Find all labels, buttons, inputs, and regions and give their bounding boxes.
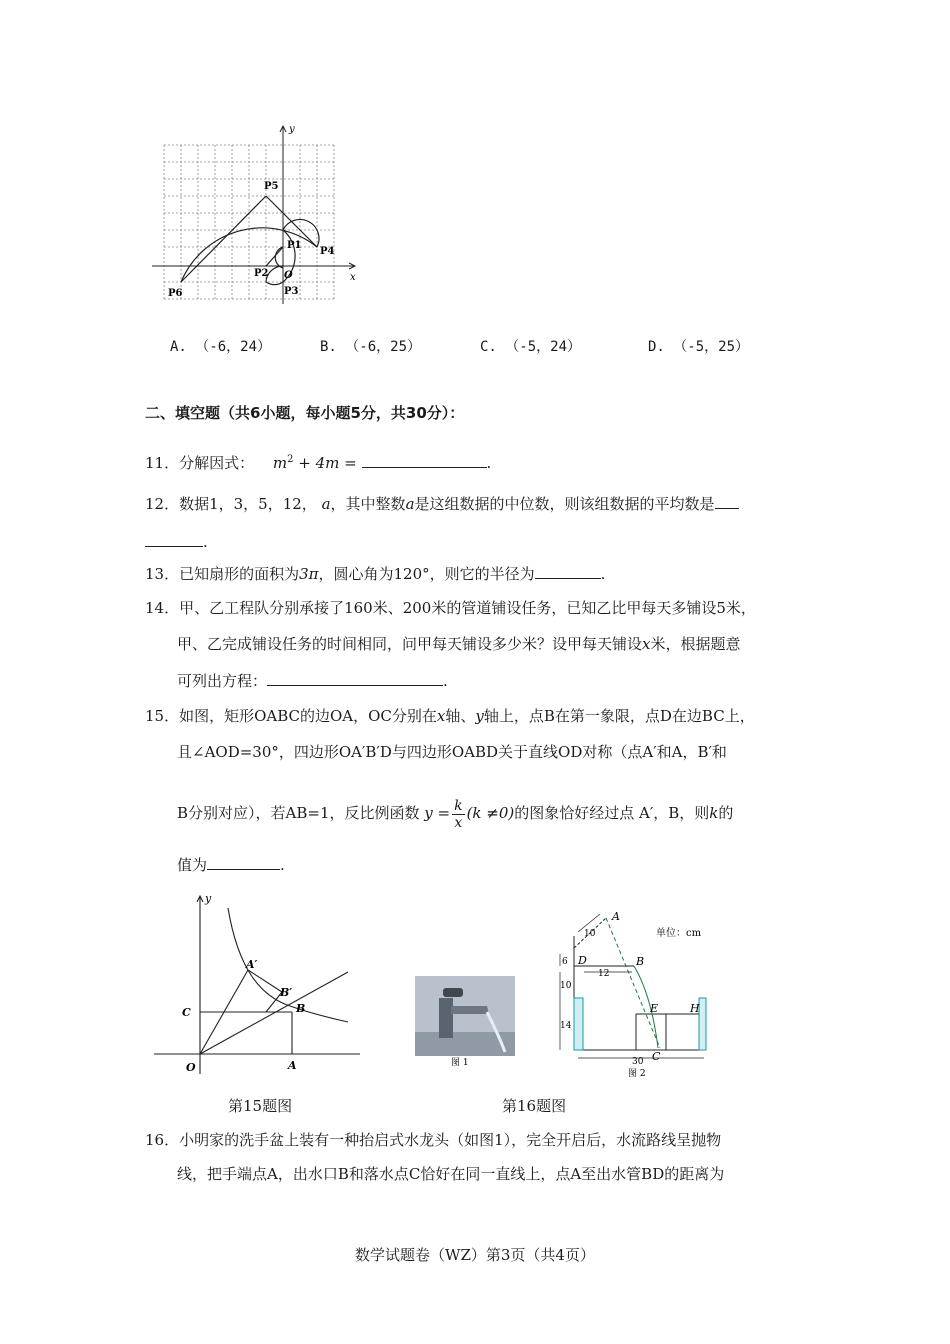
q11-text: 分解因式： — [179, 454, 255, 472]
p4-label: P4 — [320, 246, 335, 257]
fig15-a-prime-label: A′ — [246, 958, 258, 971]
q13-answer-blank[interactable] — [535, 564, 601, 579]
q12-a1: a — [321, 495, 331, 513]
q14-line2-post: 米，根据题意 — [650, 635, 741, 653]
q12-end: . — [203, 533, 208, 551]
q12-answer-blank-1[interactable] — [715, 494, 739, 509]
q15-l1-y: y — [475, 707, 484, 725]
q15-l3-eq: y = — [424, 804, 451, 822]
section-title: 二、填空题（共6小题，每小题5分，共30分）： — [145, 404, 465, 422]
fig16-b-label: B — [636, 955, 645, 968]
q11-number: 11． — [145, 454, 180, 472]
dim-12: 12 — [598, 969, 610, 979]
p5-label: P5 — [264, 181, 279, 192]
fig16-d-label: D — [578, 954, 587, 967]
fig16-c-label: C — [652, 1050, 661, 1063]
fig16-e-label: E — [650, 1002, 659, 1015]
caption-figure-16: 第16题图 — [502, 1097, 567, 1115]
q11-answer-blank[interactable] — [362, 453, 487, 468]
q15-l3-cond: (k ≠0) — [466, 804, 515, 822]
fig15-c-label: C — [182, 1006, 191, 1019]
q12-answer-blank-2[interactable] — [145, 532, 203, 547]
p1-label: P1 — [287, 240, 302, 251]
q14-end: . — [443, 672, 448, 690]
dim-10-b: 10 — [560, 981, 572, 991]
question-12 — [145, 494, 739, 514]
choice-b — [320, 336, 421, 356]
origin-label: O — [284, 270, 293, 281]
q14-line2-pre: 甲、乙完成铺设任务的时间相同，问甲每天铺设多少米？设甲每天铺设 — [177, 635, 643, 653]
question-14-line1: 14．甲、乙工程队分别承接了160米、200米的管道铺设任务，已知乙比甲每天多铺设5米， — [145, 599, 756, 617]
q13-end: . — [600, 565, 606, 583]
question-16-line2: 线，把手端点A，出水口B和落水点C恰好在同一直线上，点A至出水管BD的距离为 — [177, 1165, 725, 1183]
fig15-o-label: O — [186, 1061, 196, 1074]
choice-c-letter: C. — [480, 339, 497, 355]
choice-c — [480, 336, 581, 356]
choice-d — [648, 336, 749, 356]
q15-l3-end: 的 — [718, 804, 734, 822]
q13-pre: 13．已知扇形的面积为 — [145, 565, 300, 583]
fig15-b-label: B — [296, 1002, 306, 1015]
caption-figure-15: 第15题图 — [228, 1097, 293, 1115]
choice-d-letter: D. — [648, 339, 665, 355]
question-14-line2 — [177, 634, 741, 654]
q15-l3-pre: B分别对应），若AB=1，反比例函数 — [177, 804, 420, 822]
q13-pi: 3π — [299, 565, 319, 583]
q13-rest: ，圆心角为120°，则它的半径为 — [318, 565, 535, 583]
choice-b-letter: B. — [320, 339, 337, 355]
p2-label: P2 — [254, 268, 269, 279]
q15-l3-k2: k — [709, 804, 719, 822]
choice-a-value: （-6，24） — [195, 339, 272, 355]
question-14-line3 — [177, 671, 448, 691]
q15-l1-pre: 15．如图，矩形OABC的边OA，OC分别在 — [145, 707, 437, 725]
choice-a-letter: A. — [170, 339, 187, 355]
question-15-line4 — [177, 855, 285, 875]
fig15-a-label: A — [288, 1059, 297, 1072]
question-15-line2: 且∠AOD=30°，四边形OA′B′D与四边形OABD关于直线OD对称（点A′和A，B′和 — [177, 743, 727, 761]
q11-exponent: 2 — [287, 454, 294, 465]
figure-16-diagram — [548, 910, 718, 1082]
q12-mid: ，其中整数 — [330, 495, 406, 513]
q11-expr-rest: + 4m = — [298, 454, 357, 472]
y-axis-label: y — [289, 124, 295, 135]
q15-l1-post: 轴上，点B在第一象限，点D在边BC上， — [483, 707, 755, 725]
fig15-b-prime-label: B′ — [280, 986, 293, 999]
question-11 — [145, 450, 491, 473]
q15-frac-num: k — [454, 797, 463, 814]
question-16-line1: 16．小明家的洗手盆上装有一种抬启式水龙头（如图1），完全开启后，水流路线呈抛物 — [145, 1131, 722, 1149]
q15-answer-blank[interactable] — [207, 855, 280, 870]
img2-caption: 图 2 — [628, 1069, 646, 1079]
dim-30: 30 — [632, 1057, 644, 1067]
q12-a2: a — [405, 495, 415, 513]
q15-line4: 值为 — [177, 856, 208, 874]
question-15-line3 — [177, 793, 733, 833]
dim-10-a: 10 — [584, 929, 596, 939]
p6-label: P6 — [168, 288, 183, 299]
choice-d-value: （-5，25） — [673, 339, 750, 355]
q15-fraction — [452, 798, 464, 831]
question-12-cont — [145, 532, 208, 552]
choice-b-value: （-6，25） — [345, 339, 422, 355]
q15-end: . — [280, 856, 285, 874]
q11-end: . — [486, 454, 492, 472]
fig15-y-label: y — [205, 892, 212, 905]
q14-x: x — [642, 635, 651, 653]
p3-label: P3 — [284, 286, 299, 297]
choice-c-value: （-5，24） — [505, 339, 582, 355]
q15-l1-mid: 轴、 — [445, 707, 476, 725]
page-footer: 数学试题卷（WZ）第3页（共4页） — [355, 1246, 595, 1264]
figure-15 — [150, 888, 365, 1078]
q14-line3: 可列出方程： — [177, 672, 268, 690]
img1-caption: 图 1 — [451, 1058, 469, 1066]
question-13 — [145, 564, 605, 584]
spiral-grid-figure — [150, 118, 365, 308]
q12-line1: 12．数据1，3，5，12， — [145, 495, 317, 513]
fig16-unit-label: 单位：cm — [656, 928, 702, 939]
fig16-a-label: A — [612, 910, 620, 923]
q14-answer-blank[interactable] — [267, 671, 443, 686]
x-axis-label: x — [350, 272, 356, 283]
dim-14: 14 — [560, 1021, 572, 1031]
q12-rest: 是这组数据的中位数，则该组数据的平均数是 — [414, 495, 715, 513]
faucet-photo — [415, 976, 515, 1066]
q15-l1-x: x — [436, 707, 446, 725]
question-15-line1 — [145, 706, 755, 726]
dim-6: 6 — [562, 957, 568, 967]
fig16-h-label: H — [690, 1002, 700, 1015]
q15-l3-post: 的图象恰好经过点 A′，B，则 — [514, 804, 710, 822]
line-od — [200, 972, 348, 1054]
q11-m: m — [272, 454, 288, 472]
line-a-prime-b-prime — [248, 970, 282, 992]
q15-frac-den: x — [454, 814, 463, 831]
choice-a — [170, 336, 271, 356]
